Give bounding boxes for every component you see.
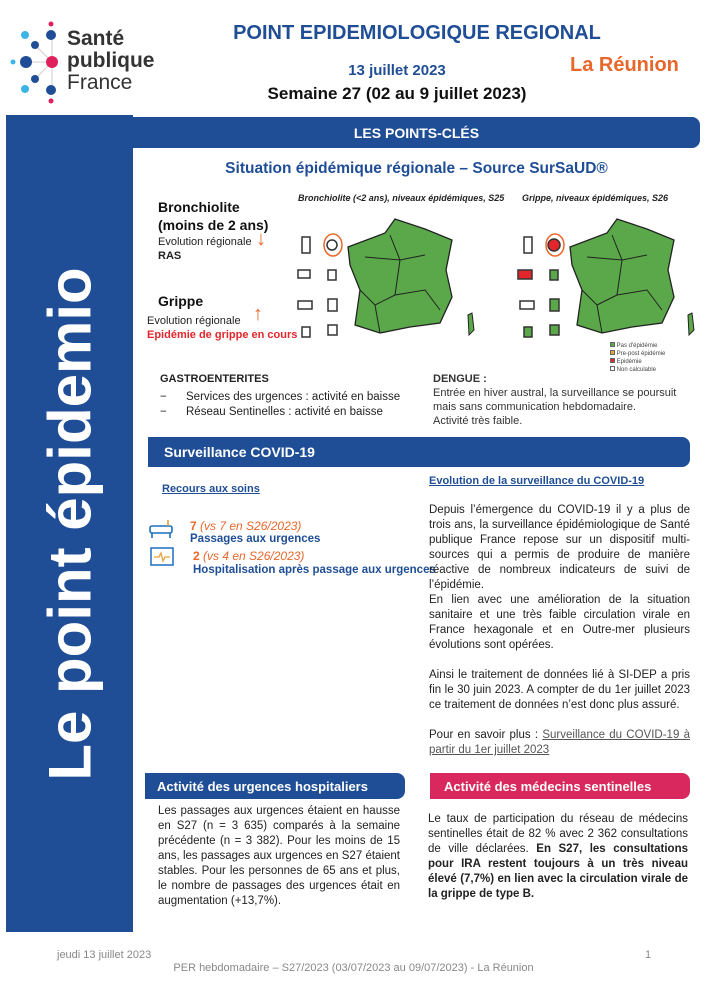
ind1-value: 7 (vs 7 en S26/2023) <box>190 519 302 533</box>
list-item: − Réseau Sentinelles : activité en baisse <box>160 406 383 418</box>
legend-swatch-icon <box>610 342 615 347</box>
situation-subtitle: Situation épidémique régionale – Source SurSaUD® <box>225 160 608 177</box>
covid-text <box>429 503 690 758</box>
gastro-list <box>160 390 400 420</box>
ind2-value: 2 (vs 4 en S26/2023) <box>193 549 305 563</box>
covid-paragraph: En lien avec une amélioration de la situation sanitaire et une très faible circulation virale en France hexagonale et en Outre-mer plusieurs évolutions sont opérées. <box>429 594 690 651</box>
covid-more: Pour en savoir plus : Surveillance du COVID-19 à partir du 1er juillet 2023 <box>429 729 690 756</box>
bronchiolite-title <box>158 198 268 234</box>
report-region: La Réunion <box>570 54 679 76</box>
map-legend <box>610 342 665 374</box>
grippe-evo: Evolution régionale <box>147 315 241 327</box>
footer-date: jeudi 13 juillet 2023 <box>57 949 152 961</box>
page-number: 1 <box>645 949 652 961</box>
hospital-bed-icon <box>148 518 176 540</box>
bronchiolite-evo: Evolution régionale <box>158 236 252 248</box>
bronchiolite-map <box>290 215 490 340</box>
arrow-down-icon: ↓ <box>256 228 266 250</box>
ind2-label: Hospitalisation après passage aux urgences <box>193 564 436 576</box>
evo-covid-title: Evolution de la surveillance du COVID-19 <box>429 475 645 487</box>
covid-paragraph: Ainsi le traitement de données lié à SI-DEP a pris fin le 30 juin 2023. A compter de du 1er juillet 2023 ce traitement de données n’est donc plus assuré. <box>429 669 690 711</box>
legend-swatch-icon <box>610 350 615 355</box>
report-title: POINT EPIDEMIOLOGIQUE REGIONAL <box>233 22 601 44</box>
legend-item: Pre-post épidémie <box>610 350 665 358</box>
ind1-label: Passages aux urgences <box>190 533 321 545</box>
covid-banner: Surveillance COVID-19 <box>148 437 690 467</box>
heart-monitor-icon <box>150 547 174 567</box>
legend-swatch-icon <box>610 366 615 371</box>
logo-line3: France <box>67 71 133 94</box>
covid-link[interactable]: Surveillance du COVID-19 à partir du 1er juillet 2023 <box>429 729 690 756</box>
gastro-title: GASTROENTERITES <box>160 373 269 385</box>
footer-line: PER hebdomadaire – S27/2023 (03/07/2023 au 09/07/2023) - La Réunion <box>173 962 534 974</box>
dengue-block <box>433 372 697 428</box>
arrow-up-icon: ↑ <box>253 303 263 325</box>
legend-item: Pas d'épidémie <box>610 342 665 350</box>
urgences-text: Les passages aux urgences étaient en hausse en S27 (n = 3 635) comparés à la semaine précédente (n = 3 382). Pour les moins de 15 ans, les passages aux urgences en S27 étaient stables. Pour les personnes de 65 ans et plus, le nombre de passages des urgences était en augmentation (+13,7%). <box>158 805 400 907</box>
list-item: − Services des urgences : activité en baisse <box>160 391 401 403</box>
report-date: 13 juillet 2023 <box>348 62 446 79</box>
dengue-text: Entrée en hiver austral, la surveillance se poursuit mais sans communication hebdomadaire. <box>433 387 677 413</box>
sentinelles-text: Le taux de participation du réseau de médecins sentinelles était de 82 % avec 2 362 consultations de ville déclarées. En S27, les consultations pour IRA restent toujours à un très niveau élevé (7,7%) en lien avec la circulation virale de la grippe de type B. <box>428 813 688 900</box>
legend-item: Non calculable <box>610 366 665 374</box>
key-points-banner: LES POINTS-CLÉS <box>133 117 700 148</box>
bronchiolite-status: RAS <box>158 250 182 262</box>
side-band <box>6 115 133 932</box>
logo-line2: publique <box>67 49 155 72</box>
sentinelles-banner: Activité des médecins sentinelles <box>430 773 690 799</box>
urgences-banner: Activité des urgences hospitaliers <box>145 773 405 799</box>
bronchiolite-title-2: (moins de 2 ans) <box>158 217 269 233</box>
bronchiolite-title-1: Bronchiolite <box>158 199 240 215</box>
dengue-title: DENGUE : <box>433 373 487 385</box>
legend-swatch-icon <box>610 358 615 363</box>
covid-paragraph: Depuis l’émergence du COVID-19 il y a plus de trois ans, la surveillance épidémiologique de Santé publique France repose sur un dispositif multi-sources qui a permis de produire de manière réactive de nombreux indicateurs de suivi de l’épidémie. <box>429 504 690 591</box>
recours-title: Recours aux soins <box>162 483 260 495</box>
map1-title: Bronchiolite (<2 ans), niveaux épidémiques, S25 <box>298 193 505 203</box>
sante-publique-france-logo <box>5 20 155 105</box>
grippe-status: Epidémie de grippe en cours <box>147 329 298 341</box>
logo-dots-icon <box>5 20 65 105</box>
grippe-title: Grippe <box>158 293 204 309</box>
report-week: Semaine 27 (02 au 9 juillet 2023) <box>267 84 527 103</box>
logo-line1: Santé <box>67 27 125 50</box>
dengue-text-2: Activité très faible. <box>433 415 523 427</box>
side-band-title: Le point épidemio <box>36 266 103 781</box>
map2-title: Grippe, niveaux épidémiques, S26 <box>522 193 669 203</box>
legend-item: Epidémie <box>610 358 665 366</box>
grippe-map <box>512 215 702 340</box>
